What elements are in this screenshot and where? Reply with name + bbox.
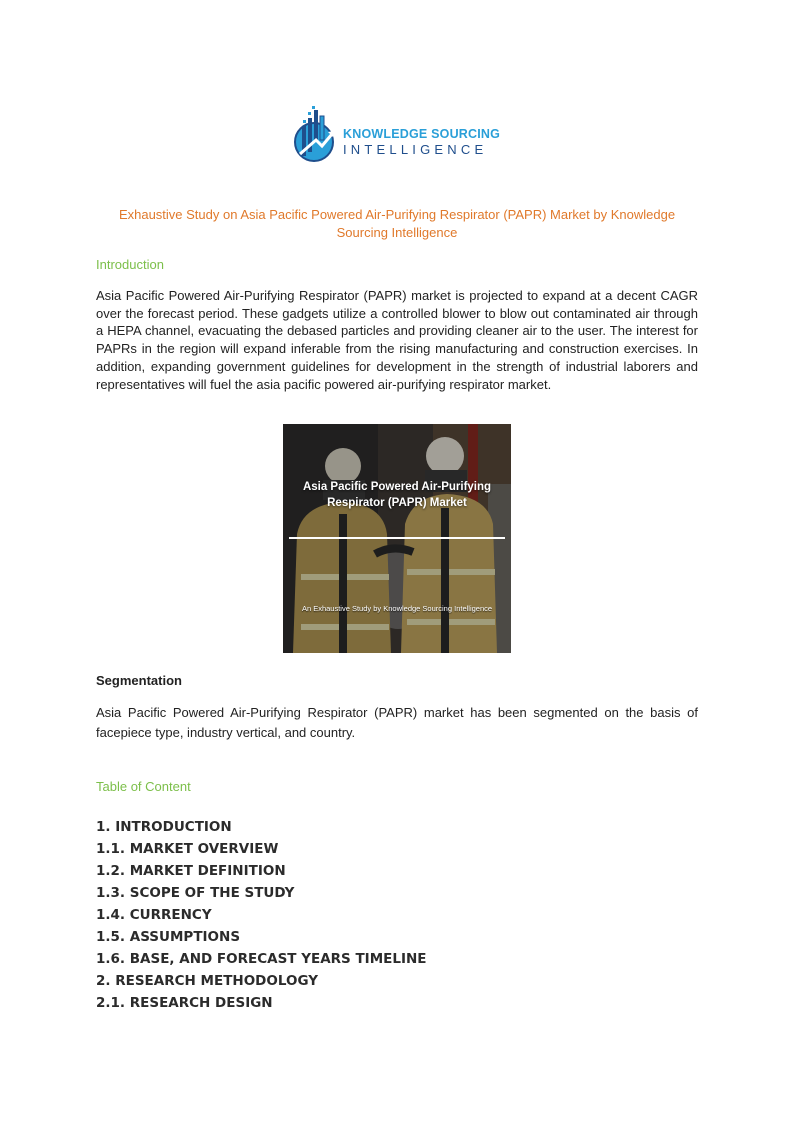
toc-item: 1.3. SCOPE OF THE STUDY <box>96 885 295 901</box>
toc-item: 1.6. BASE, AND FORECAST YEARS TIMELINE <box>96 951 427 967</box>
document-title: Exhaustive Study on Asia Pacific Powered Air-Purifying Respirator (PAPR) Market by Knowledge Sourcing Intelligence <box>118 207 676 240</box>
toc-item: 1.1. MARKET OVERVIEW <box>96 841 279 857</box>
cover-image-subtitle: An Exhaustive Study by Knowledge Sourcing Intelligence <box>301 604 493 613</box>
toc-item: 2. RESEARCH METHODOLOGY <box>96 973 319 989</box>
logo-globe-icon <box>290 104 338 166</box>
logo-text-secondary: INTELLIGENCE <box>343 142 488 157</box>
cover-image-divider <box>289 537 505 539</box>
toc-heading: Table of Content <box>96 779 191 794</box>
toc-item: 2.1. RESEARCH DESIGN <box>96 995 273 1011</box>
cover-image-title: Asia Pacific Powered Air-Purifying Respirator (PAPR) Market <box>302 481 492 509</box>
company-logo <box>290 104 520 166</box>
introduction-paragraph: Asia Pacific Powered Air-Purifying Respirator (PAPR) market is projected to expand at a decent CAGR over the forecast period. These gadgets utilize a controlled blower to blow out contaminated air through a HEPA channel, evacuating the debased particles and providing cleaner air to the user. The interest for PAPRs in the region will expand inferable from the rising manufacturing and construction exercises. In addition, expanding government guidelines for development in the strength of industrial laborers and representatives will fuel the asia pacific powered air-purifying respirator market. <box>96 288 698 392</box>
introduction-heading: Introduction <box>96 257 164 272</box>
toc-item: 1.4. CURRENCY <box>96 907 212 923</box>
segmentation-paragraph: Asia Pacific Powered Air-Purifying Respirator (PAPR) market has been segmented on the basis of facepiece type, industry vertical, and country. <box>96 705 698 740</box>
segmentation-heading: Segmentation <box>96 673 182 688</box>
toc-item: 1.2. MARKET DEFINITION <box>96 863 286 879</box>
toc-item: 1.5. ASSUMPTIONS <box>96 929 241 945</box>
toc-item: 1. INTRODUCTION <box>96 819 232 835</box>
logo-text-primary: KNOWLEDGE SOURCING <box>343 127 501 141</box>
table-of-contents <box>96 816 696 1014</box>
report-cover-image <box>283 424 511 653</box>
